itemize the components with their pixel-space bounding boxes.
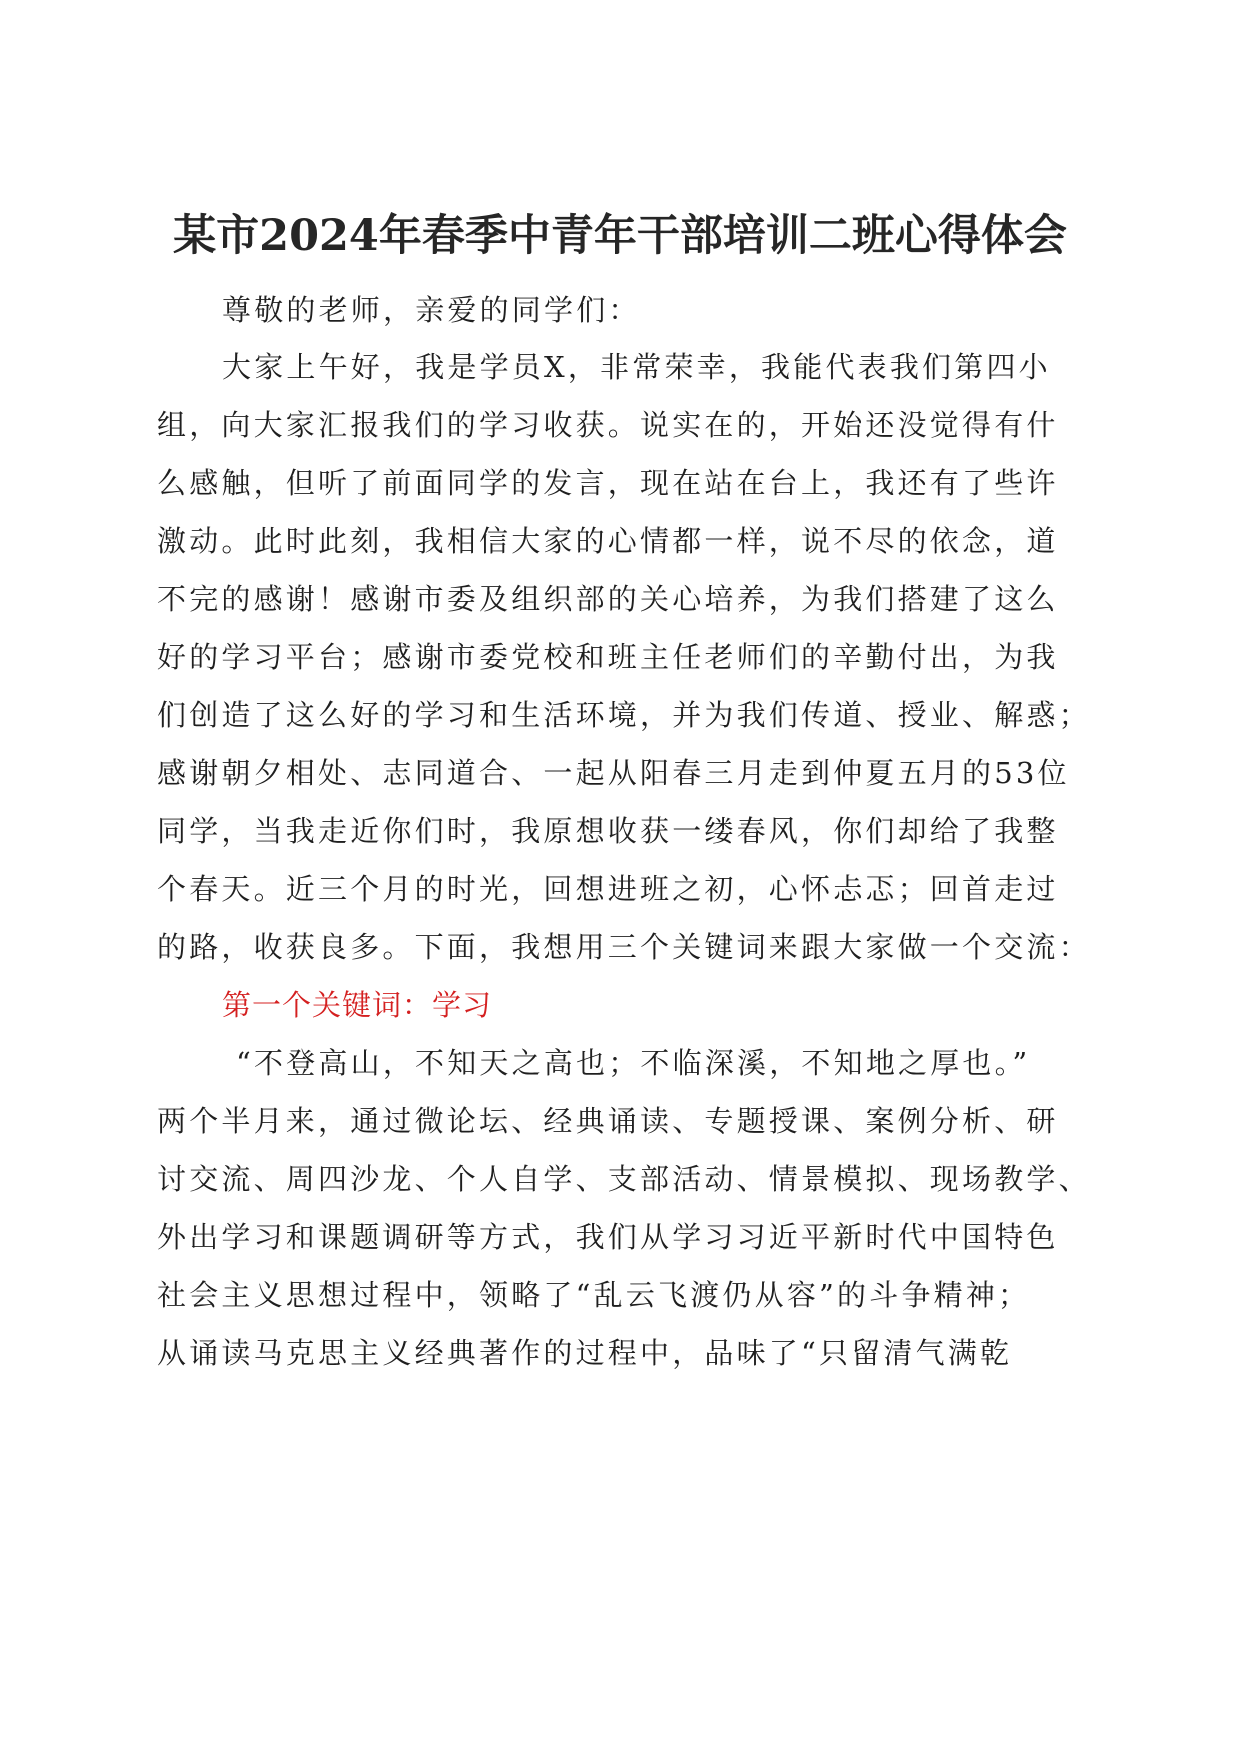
body-line: 么感触，但听了前面同学的发言，现在站在台上，我还有了些许: [157, 466, 1059, 500]
body-line: 不完的感谢！感谢市委及组织部的关心培养，为我们搭建了这么: [157, 582, 1059, 616]
body-line: 讨交流、周四沙龙、个人自学、支部活动、情景模拟、现场教学、: [157, 1162, 1091, 1196]
body-line: 个春天。近三个月的时光，回想进班之初，心怀忐忑；回首走过: [157, 872, 1059, 906]
body-line: 组，向大家汇报我们的学习收获。说实在的，开始还没觉得有什: [157, 408, 1059, 442]
document-title: 某市2024年春季中青年干部培训二班心得体会: [173, 211, 1067, 261]
body-line: 们创造了这么好的学习和生活环境，并为我们传道、授业、解惑；: [157, 698, 1091, 732]
section-heading-learning: 第一个关键词：学习: [222, 988, 493, 1022]
body-line: 社会主义思想过程中，领略了“乱云飞渡仍从容”的斗争精神；: [157, 1278, 1031, 1312]
body-line: 大家上午好，我是学员X，非常荣幸，我能代表我们第四小: [222, 350, 1051, 384]
body-line: 两个半月来，通过微论坛、经典诵读、专题授课、案例分析、研: [157, 1104, 1059, 1138]
body-line: 的路，收获良多。下面，我想用三个关键词来跟大家做一个交流：: [157, 930, 1091, 964]
body-line: 从诵读马克思主义经典著作的过程中，品味了“只留清气满乾: [157, 1336, 1013, 1370]
body-line: 好的学习平台；感谢市委党校和班主任老师们的辛勤付出，为我: [157, 640, 1059, 674]
body-line: 同学，当我走近你们时，我原想收获一缕春风，你们却给了我整: [157, 814, 1059, 848]
body-line: 感谢朝夕相处、志同道合、一起从阳春三月走到仲夏五月的53位: [157, 756, 1070, 790]
body-line: 激动。此时此刻，我相信大家的心情都一样，说不尽的依念，道: [157, 524, 1059, 558]
salutation: 尊敬的老师，亲爱的同学们：: [222, 293, 641, 327]
quote-line: “不登高山，不知天之高也；不临深溪，不知地之厚也。”: [236, 1046, 1031, 1080]
body-line: 外出学习和课题调研等方式，我们从学习习近平新时代中国特色: [157, 1220, 1059, 1254]
